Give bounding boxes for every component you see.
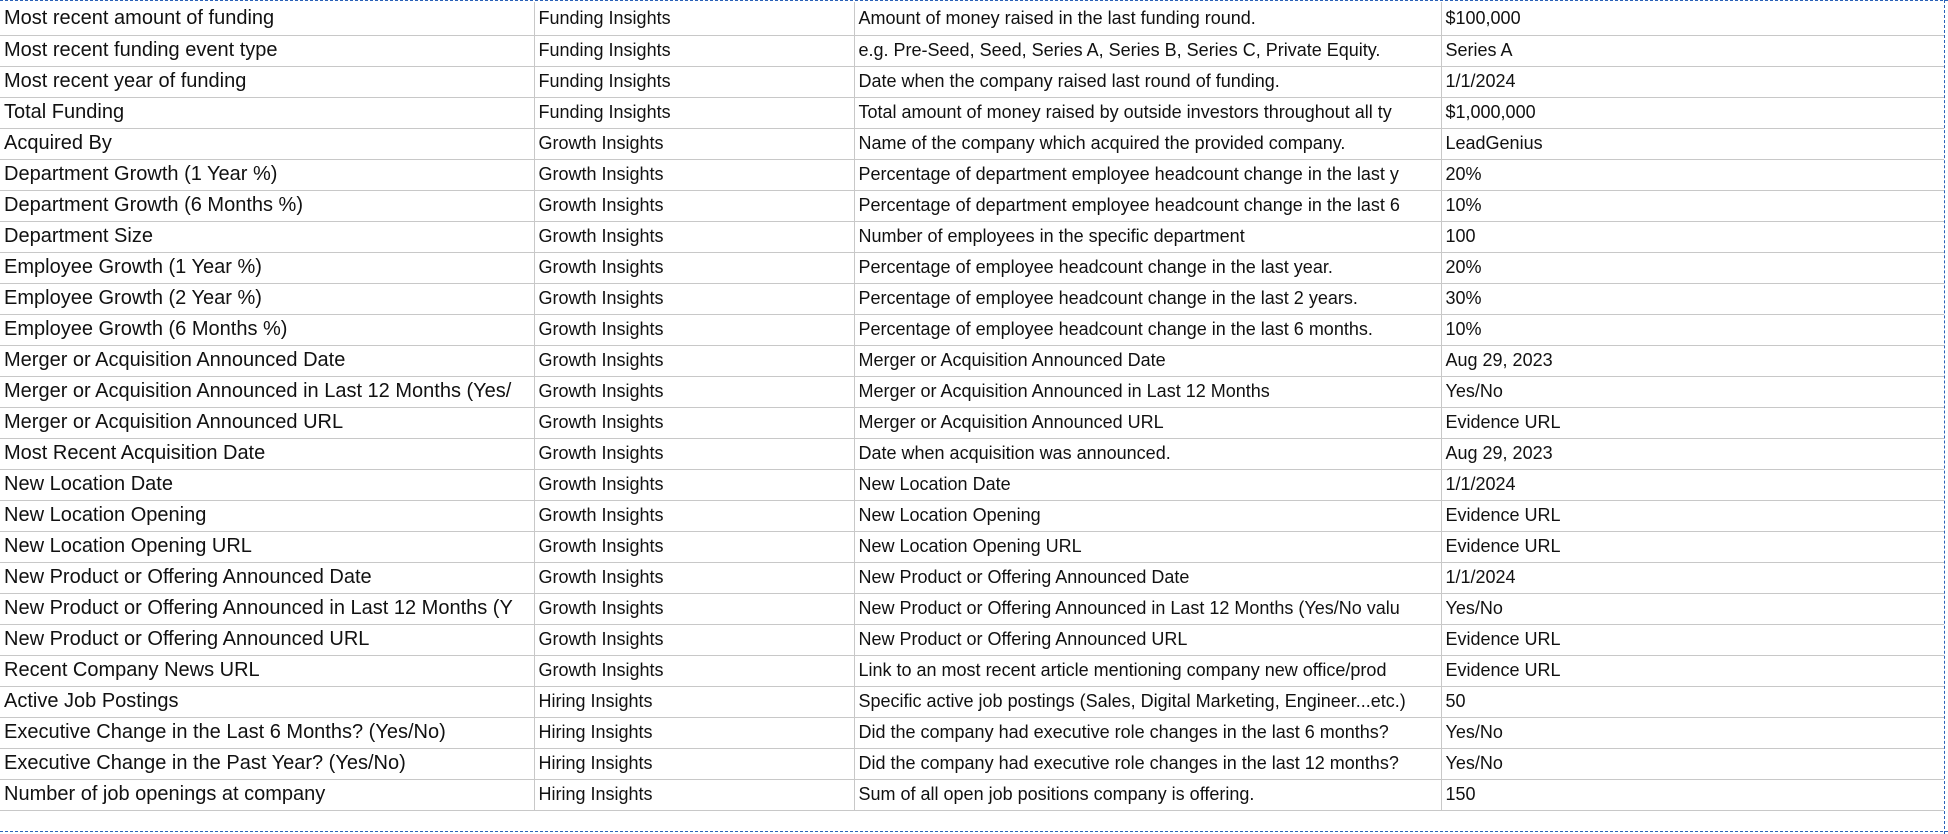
attribute-name-cell[interactable]: New Product or Offering Announced Date	[0, 562, 534, 593]
description-cell[interactable]: e.g. Pre-Seed, Seed, Series A, Series B, Series C, Private Equity.	[854, 35, 1441, 66]
example-value-cell[interactable]: $1,000,000	[1441, 97, 1944, 128]
example-value-cell[interactable]: 20%	[1441, 159, 1944, 190]
category-cell[interactable]: Growth Insights	[534, 283, 854, 314]
attribute-name-cell[interactable]: New Product or Offering Announced in Last 12 Months (Y	[0, 593, 534, 624]
example-value-cell[interactable]: Evidence URL	[1441, 531, 1944, 562]
table-body	[0, 2, 1944, 810]
category-cell[interactable]: Funding Insights	[534, 35, 854, 66]
attribute-name-cell[interactable]: Most recent funding event type	[0, 35, 534, 66]
description-cell[interactable]: Did the company had executive role changes in the last 6 months?	[854, 717, 1441, 748]
category-cell[interactable]: Growth Insights	[534, 128, 854, 159]
description-cell[interactable]: Percentage of department employee headcount change in the last 6	[854, 190, 1441, 221]
example-value-cell[interactable]: Yes/No	[1441, 717, 1944, 748]
category-cell[interactable]: Growth Insights	[534, 345, 854, 376]
category-cell[interactable]: Funding Insights	[534, 2, 854, 35]
example-value-cell[interactable]: 1/1/2024	[1441, 66, 1944, 97]
example-value-cell[interactable]: LeadGenius	[1441, 128, 1944, 159]
description-cell[interactable]: Amount of money raised in the last funding round.	[854, 2, 1441, 35]
example-value-cell[interactable]: Aug 29, 2023	[1441, 345, 1944, 376]
table-row	[0, 35, 1944, 66]
selection-border-right	[1944, 0, 1945, 834]
example-value-cell[interactable]: 50	[1441, 686, 1944, 717]
example-value-cell[interactable]: Yes/No	[1441, 593, 1944, 624]
attribute-name-cell[interactable]: Employee Growth (1 Year %)	[0, 252, 534, 283]
table-row	[0, 376, 1944, 407]
description-cell[interactable]: Name of the company which acquired the provided company.	[854, 128, 1441, 159]
attribute-name-cell[interactable]: Department Size	[0, 221, 534, 252]
description-cell[interactable]: Percentage of employee headcount change in the last year.	[854, 252, 1441, 283]
description-cell[interactable]: New Product or Offering Announced Date	[854, 562, 1441, 593]
table-row	[0, 2, 1944, 35]
category-cell[interactable]: Growth Insights	[534, 655, 854, 686]
category-cell[interactable]: Growth Insights	[534, 438, 854, 469]
attribute-name-cell[interactable]: Most Recent Acquisition Date	[0, 438, 534, 469]
attribute-name-cell[interactable]: New Location Opening URL	[0, 531, 534, 562]
attribute-name-cell[interactable]: New Location Opening	[0, 500, 534, 531]
attribute-name-cell[interactable]: Active Job Postings	[0, 686, 534, 717]
category-cell[interactable]: Growth Insights	[534, 221, 854, 252]
attribute-name-cell[interactable]: New Location Date	[0, 469, 534, 500]
table-row	[0, 407, 1944, 438]
example-value-cell[interactable]: 100	[1441, 221, 1944, 252]
category-cell[interactable]: Growth Insights	[534, 624, 854, 655]
table-row	[0, 469, 1944, 500]
table-row	[0, 283, 1944, 314]
example-value-cell[interactable]: Yes/No	[1441, 376, 1944, 407]
example-value-cell[interactable]: 10%	[1441, 314, 1944, 345]
example-value-cell[interactable]: Aug 29, 2023	[1441, 438, 1944, 469]
description-cell[interactable]: Specific active job postings (Sales, Digital Marketing, Engineer...etc.)	[854, 686, 1441, 717]
attribute-name-cell[interactable]: Most recent amount of funding	[0, 2, 534, 35]
description-cell[interactable]: Did the company had executive role changes in the last 12 months?	[854, 748, 1441, 779]
category-cell[interactable]: Hiring Insights	[534, 686, 854, 717]
table-row	[0, 500, 1944, 531]
description-cell[interactable]: New Product or Offering Announced URL	[854, 624, 1441, 655]
category-cell[interactable]: Hiring Insights	[534, 717, 854, 748]
description-cell[interactable]: Sum of all open job positions company is offering.	[854, 779, 1441, 810]
description-cell[interactable]: Link to an most recent article mentioning company new office/prod	[854, 655, 1441, 686]
category-cell[interactable]: Hiring Insights	[534, 748, 854, 779]
table-row	[0, 159, 1944, 190]
description-cell[interactable]: Merger or Acquisition Announced Date	[854, 345, 1441, 376]
description-cell[interactable]: New Location Opening URL	[854, 531, 1441, 562]
attribute-name-cell[interactable]: Department Growth (1 Year %)	[0, 159, 534, 190]
example-value-cell[interactable]: 150	[1441, 779, 1944, 810]
table-row	[0, 562, 1944, 593]
description-cell[interactable]: Merger or Acquisition Announced URL	[854, 407, 1441, 438]
category-cell[interactable]: Growth Insights	[534, 314, 854, 345]
table-row	[0, 345, 1944, 376]
attribute-name-cell[interactable]: Number of job openings at company	[0, 779, 534, 810]
example-value-cell[interactable]: Evidence URL	[1441, 624, 1944, 655]
description-cell[interactable]: Date when the company raised last round of funding.	[854, 66, 1441, 97]
table-row	[0, 190, 1944, 221]
table-row	[0, 624, 1944, 655]
attribute-name-cell[interactable]: Merger or Acquisition Announced in Last 12 Months (Yes/	[0, 376, 534, 407]
example-value-cell[interactable]: 1/1/2024	[1441, 562, 1944, 593]
attribute-name-cell[interactable]: Total Funding	[0, 97, 534, 128]
attribute-name-cell[interactable]: New Product or Offering Announced URL	[0, 624, 534, 655]
table-row	[0, 252, 1944, 283]
example-value-cell[interactable]: 30%	[1441, 283, 1944, 314]
description-cell[interactable]: New Location Opening	[854, 500, 1441, 531]
table-row	[0, 717, 1944, 748]
data-table	[0, 2, 1944, 811]
category-cell[interactable]: Growth Insights	[534, 407, 854, 438]
selection-border-bottom	[0, 831, 1948, 832]
example-value-cell[interactable]: 1/1/2024	[1441, 469, 1944, 500]
attribute-name-cell[interactable]: Employee Growth (6 Months %)	[0, 314, 534, 345]
attribute-name-cell[interactable]: Executive Change in the Past Year? (Yes/No)	[0, 748, 534, 779]
description-cell[interactable]: Percentage of department employee headcount change in the last y	[854, 159, 1441, 190]
attribute-name-cell[interactable]: Department Growth (6 Months %)	[0, 190, 534, 221]
example-value-cell[interactable]: Series A	[1441, 35, 1944, 66]
category-cell[interactable]: Funding Insights	[534, 97, 854, 128]
table-row	[0, 531, 1944, 562]
example-value-cell[interactable]: Evidence URL	[1441, 500, 1944, 531]
table-row	[0, 221, 1944, 252]
table-row	[0, 686, 1944, 717]
category-cell[interactable]: Growth Insights	[534, 531, 854, 562]
table-row	[0, 779, 1944, 810]
example-value-cell[interactable]: Yes/No	[1441, 748, 1944, 779]
example-value-cell[interactable]: 10%	[1441, 190, 1944, 221]
description-cell[interactable]: New Location Date	[854, 469, 1441, 500]
category-cell[interactable]: Growth Insights	[534, 159, 854, 190]
attribute-name-cell[interactable]: Executive Change in the Last 6 Months? (Yes/No)	[0, 717, 534, 748]
category-cell[interactable]: Growth Insights	[534, 376, 854, 407]
category-cell[interactable]: Growth Insights	[534, 500, 854, 531]
table-row	[0, 438, 1944, 469]
table-row	[0, 748, 1944, 779]
table-row	[0, 593, 1944, 624]
table-row	[0, 314, 1944, 345]
example-value-cell[interactable]: Evidence URL	[1441, 655, 1944, 686]
description-cell[interactable]: Merger or Acquisition Announced in Last 12 Months	[854, 376, 1441, 407]
attribute-name-cell[interactable]: Recent Company News URL	[0, 655, 534, 686]
description-cell[interactable]: Date when acquisition was announced.	[854, 438, 1441, 469]
category-cell[interactable]: Growth Insights	[534, 469, 854, 500]
table-row	[0, 128, 1944, 159]
table-row	[0, 97, 1944, 128]
example-value-cell[interactable]: Evidence URL	[1441, 407, 1944, 438]
description-cell[interactable]: Number of employees in the specific department	[854, 221, 1441, 252]
table-row	[0, 66, 1944, 97]
attribute-name-cell[interactable]: Acquired By	[0, 128, 534, 159]
description-cell[interactable]: Total amount of money raised by outside investors throughout all ty	[854, 97, 1441, 128]
description-cell[interactable]: New Product or Offering Announced in Last 12 Months (Yes/No valu	[854, 593, 1441, 624]
attribute-name-cell[interactable]: Most recent year of funding	[0, 66, 534, 97]
category-cell[interactable]: Funding Insights	[534, 66, 854, 97]
attribute-name-cell[interactable]: Merger or Acquisition Announced URL	[0, 407, 534, 438]
category-cell[interactable]: Growth Insights	[534, 593, 854, 624]
attribute-name-cell[interactable]: Merger or Acquisition Announced Date	[0, 345, 534, 376]
attribute-name-cell[interactable]: Employee Growth (2 Year %)	[0, 283, 534, 314]
category-cell[interactable]: Growth Insights	[534, 562, 854, 593]
example-value-cell[interactable]: $100,000	[1441, 2, 1944, 35]
category-cell[interactable]: Hiring Insights	[534, 779, 854, 810]
table-row	[0, 655, 1944, 686]
category-cell[interactable]: Growth Insights	[534, 190, 854, 221]
selection-border-top	[0, 0, 1948, 1]
description-cell[interactable]: Percentage of employee headcount change in the last 2 years.	[854, 283, 1441, 314]
description-cell[interactable]: Percentage of employee headcount change in the last 6 months.	[854, 314, 1441, 345]
category-cell[interactable]: Growth Insights	[534, 252, 854, 283]
example-value-cell[interactable]: 20%	[1441, 252, 1944, 283]
